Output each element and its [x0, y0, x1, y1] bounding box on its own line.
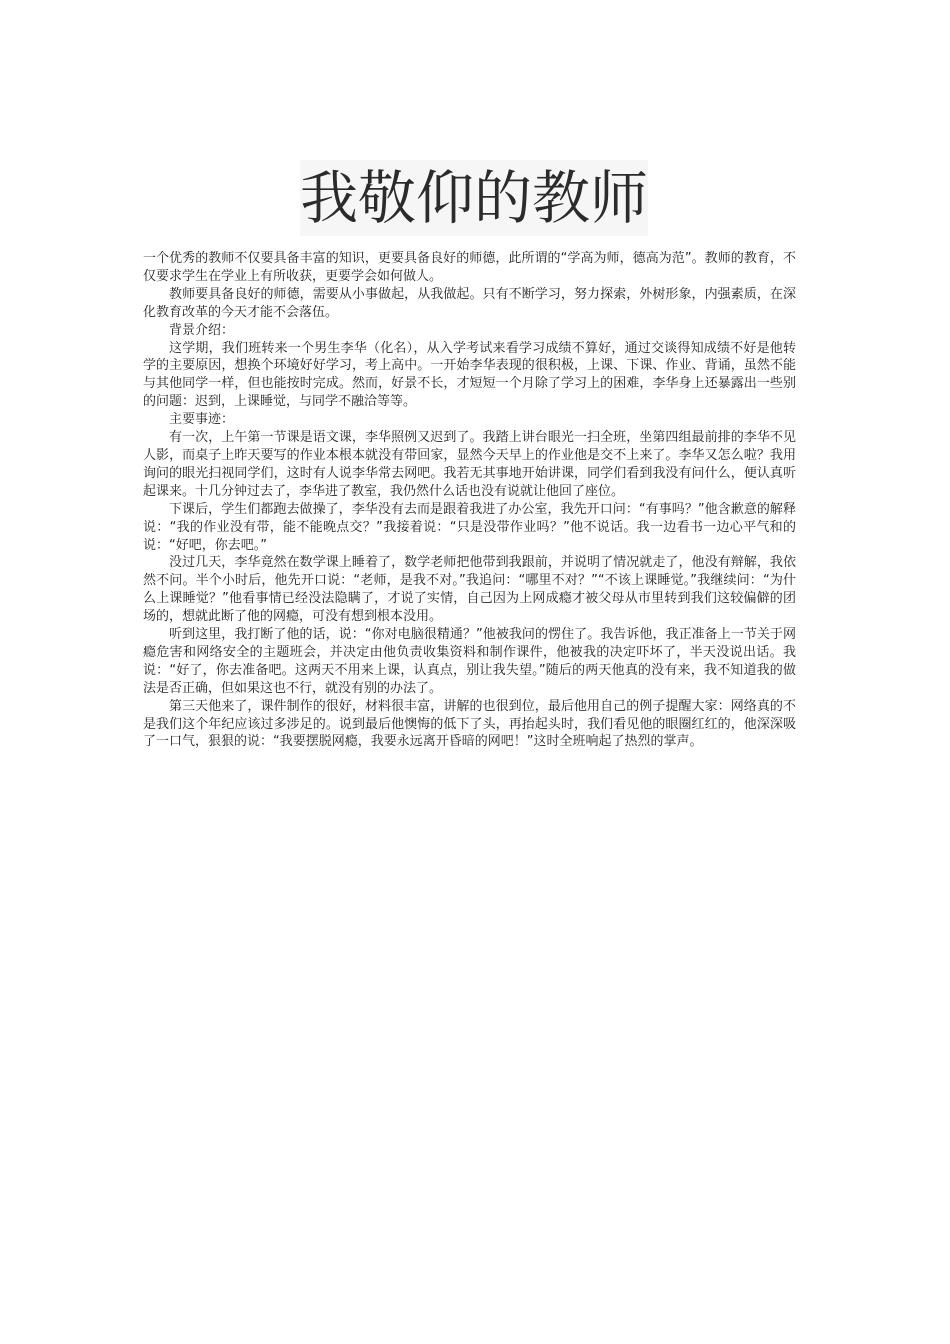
paragraph-event-4: 听到这里，我打断了他的话，说：“你对电脑很精通？”他被我问的愣住了。我告诉他，我正准备上一节关于网瘾危害和网络安全的主题班会，并决定由他负责收集资料和制作课件，他被我的决定吓坏了，半天没说出话。我说：“好了，你去准备吧。这两天不用来上课，认真点，别让我失望。”随后的两天他真的没有来，我不知道我的做法是否正确，但如果这也不行，就没有别的办法了。	[143, 627, 796, 696]
paragraph-background: 这学期，我们班转来一个男生李华（化名），从入学考试来看学习成绩不算好，通过交谈得知成绩不好是他转学的主要原因，想换个环境好好学习，考上高中。一开始李华表现的很积极，上课、下课、作业、背诵，虽然不能与其他同学一样，但也能按时完成。然而，好景不长，才短短一个月除了学习上的困难，李华身上还暴露出一些别的问题：迟到，上课睡觉，与同学不融洽等等。	[143, 340, 796, 410]
paragraph-event-1: 有一次，上午第一节课是语文课，李华照例又迟到了。我踏上讲台眼光一扫全班，坐第四组最前排的李华不见人影，而桌子上昨天要写的作业本根本就没有带回家，显然今天早上的作业他是交不上来了。李华又怎么啦？我用询问的眼光扫视同学们，这时有人说李华常去网吧。我若无其事地开始讲课，同学们看到我没有问什么，便认真听起课来。十几分钟过去了，李华进了教室，我仍然什么话也没有说就让他回了座位。	[143, 430, 796, 499]
paragraph-ethics: 教师要具备良好的师德，需要从小事做起，从我做起。只有不断学习，努力探索，外树形象，内强素质，在深化教育改革的今天才能不会落伍。	[143, 286, 796, 320]
document-body	[143, 250, 796, 751]
paragraph-event-5: 第三天他来了，课件制作的很好，材料很丰富，讲解的也很到位，最后他用自己的例子提醒大家：网络真的不是我们这个年纪应该过多涉足的。说到最后他懊悔的低下了头，再抬起头时，我们看见他的眼圈红红的，他深深吸了一口气，狠狠的说：“我要摆脱网瘾，我要永远离开昏暗的网吧！”这时全班响起了热烈的掌声。	[143, 698, 796, 750]
paragraph-intro: 一个优秀的教师不仅要具备丰富的知识，更要具备良好的师德，此所谓的“学高为师，德高为范”。教师的教育，不仅要求学生在学业上有所收获，更要学会如何做人。	[143, 251, 796, 284]
section-heading-main-events: 主要事迹：	[169, 412, 235, 428]
document-title: 我敬仰的教师	[300, 164, 649, 232]
paragraph-event-2: 下课后，学生们都跑去做操了，李华没有去而是跟着我进了办公室，我先开口问：“有事吗？”他含歉意的解释说：“我的作业没有带，能不能晚点交？”我接着说：“只是没带作业吗？”他不说话。我一边看书一边心平气和的说：“好吧，你去吧。”	[143, 501, 796, 553]
section-heading-background: 背景介绍：	[169, 322, 235, 338]
paragraph-event-3: 没过几天，李华竟然在数学课上睡着了，数学老师把他带到我跟前，并说明了情况就走了，他没有辩解，我依然不问。半个小时后，他先开口说：“老师，是我不对。”我追问：“哪里不对？”“不该上课睡觉。”我继续问：“为什么上课睡觉？”他看事情已经没法隐瞒了，才说了实情，自己因为上网成瘾才被父母从市里转到我们这较偏僻的团场的，想就此断了他的网瘾，可没有想到根本没用。	[143, 555, 796, 625]
